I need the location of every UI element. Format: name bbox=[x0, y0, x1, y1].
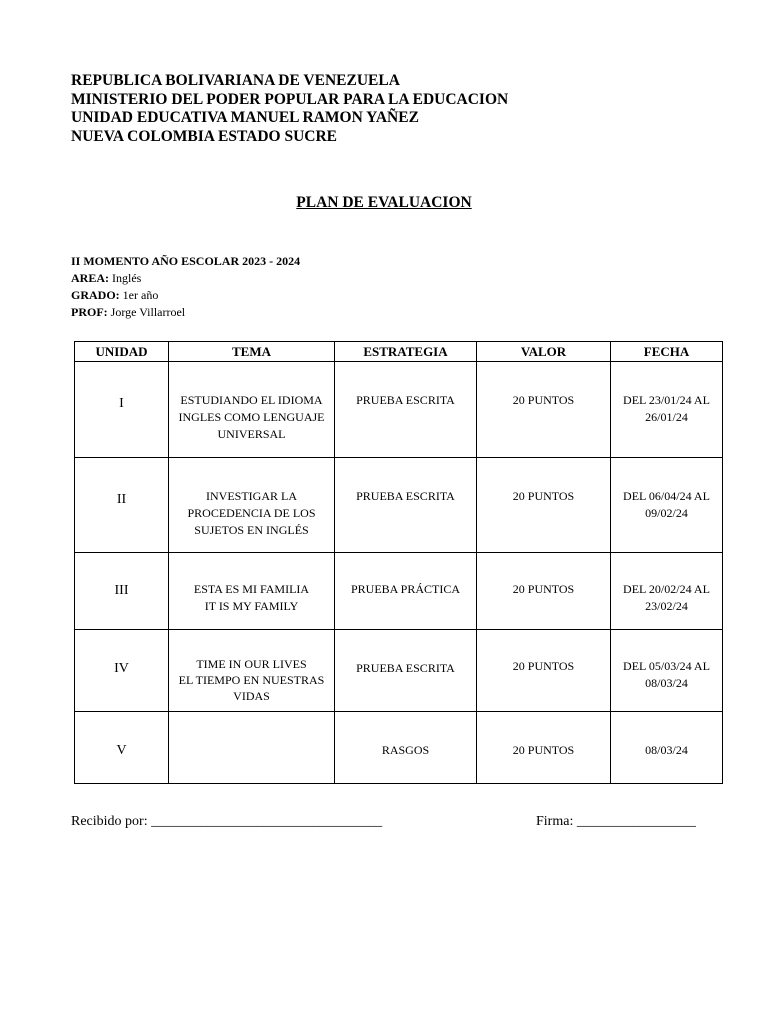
column-header-valor: VALOR bbox=[477, 342, 611, 362]
unidad-text: II bbox=[116, 492, 127, 507]
cell-fecha bbox=[611, 553, 723, 630]
info-grado bbox=[71, 287, 300, 304]
header-line-school: UNIDAD EDUCATIVA MANUEL RAMON YAÑEZ bbox=[71, 109, 419, 126]
recibido-por-line: Recibido por: _________________________________ bbox=[71, 814, 383, 829]
info-area bbox=[71, 270, 300, 287]
fecha-line: DEL 23/01/24 AL bbox=[623, 393, 710, 407]
cell-tema bbox=[169, 553, 335, 630]
evaluation-plan-table bbox=[74, 341, 723, 784]
unidad-text: I bbox=[119, 396, 124, 411]
tema-line: PROCEDENCIA DE LOS bbox=[187, 506, 316, 520]
valor-text: 20 PUNTOS bbox=[512, 393, 575, 407]
valor-text: 20 PUNTOS bbox=[512, 743, 575, 757]
cell-unidad bbox=[75, 630, 169, 712]
unidad-text: IV bbox=[114, 661, 129, 676]
unidad-text: III bbox=[114, 583, 129, 598]
tema-line: VIDAS bbox=[233, 689, 270, 703]
estrategia-text: RASGOS bbox=[381, 743, 430, 757]
cell-unidad bbox=[75, 458, 169, 553]
cell-fecha bbox=[611, 630, 723, 712]
cell-tema-empty bbox=[169, 712, 335, 784]
grado-value: 1er año bbox=[122, 288, 159, 302]
fecha-line: 23/02/24 bbox=[645, 599, 688, 613]
table-row bbox=[75, 712, 723, 784]
cell-unidad bbox=[75, 362, 169, 458]
info-block bbox=[71, 253, 300, 321]
cell-estrategia bbox=[335, 712, 477, 784]
cell-fecha bbox=[611, 712, 723, 784]
cell-estrategia bbox=[335, 630, 477, 712]
column-header-tema: TEMA bbox=[169, 342, 335, 362]
cell-unidad bbox=[75, 712, 169, 784]
cell-valor bbox=[477, 553, 611, 630]
grado-label: GRADO: bbox=[71, 288, 120, 302]
unidad-text: V bbox=[116, 743, 127, 758]
valor-text: 20 PUNTOS bbox=[512, 489, 575, 503]
document-header bbox=[71, 72, 508, 146]
fecha-line: 08/03/24 bbox=[645, 743, 688, 757]
estrategia-text: PRUEBA PRÁCTICA bbox=[350, 582, 461, 596]
valor-text: 20 PUNTOS bbox=[512, 582, 575, 596]
cell-valor bbox=[477, 712, 611, 784]
table-row bbox=[75, 630, 723, 712]
tema-line: ESTA ES MI FAMILIA bbox=[193, 582, 310, 596]
table-row bbox=[75, 553, 723, 630]
cell-tema bbox=[169, 458, 335, 553]
table-header-row bbox=[75, 342, 723, 362]
info-period bbox=[71, 253, 300, 270]
tema-line: INGLES COMO LENGUAJE bbox=[178, 410, 325, 424]
area-value: Inglés bbox=[112, 271, 142, 285]
table-row bbox=[75, 458, 723, 553]
period-text: II MOMENTO AÑO ESCOLAR 2023 - 2024 bbox=[71, 254, 301, 268]
header-line-location: NUEVA COLOMBIA ESTADO SUCRE bbox=[71, 127, 337, 145]
estrategia-text: PRUEBA ESCRITA bbox=[356, 393, 455, 407]
info-prof bbox=[71, 304, 300, 321]
fecha-line: 08/03/24 bbox=[645, 676, 688, 690]
cell-estrategia bbox=[335, 458, 477, 553]
cell-valor bbox=[477, 458, 611, 553]
fecha-line: DEL 06/04/24 AL bbox=[623, 489, 710, 503]
cell-fecha bbox=[611, 458, 723, 553]
document-title bbox=[0, 194, 768, 212]
estrategia-text: PRUEBA ESCRITA bbox=[356, 489, 455, 503]
tema-line: IT IS MY FAMILY bbox=[204, 599, 299, 613]
tema-line: ESTUDIANDO EL IDIOMA bbox=[180, 393, 323, 407]
fecha-line: 26/01/24 bbox=[645, 410, 688, 424]
fecha-line: 09/02/24 bbox=[645, 506, 688, 520]
fecha-line: DEL 05/03/24 AL bbox=[623, 659, 710, 673]
valor-text: 20 PUNTOS bbox=[512, 659, 575, 673]
cell-unidad bbox=[75, 553, 169, 630]
header-line-republic: REPUBLICA BOLIVARIANA DE VENEZUELA bbox=[71, 72, 400, 89]
tema-line: INVESTIGAR LA bbox=[206, 489, 297, 503]
cell-tema bbox=[169, 630, 335, 712]
area-label: AREA: bbox=[71, 271, 109, 285]
tema-line: SUJETOS EN INGLÉS bbox=[194, 523, 309, 537]
cell-tema bbox=[169, 362, 335, 458]
cell-estrategia bbox=[335, 553, 477, 630]
tema-line: UNIVERSAL bbox=[217, 427, 286, 441]
table-row bbox=[75, 362, 723, 458]
cell-valor bbox=[477, 630, 611, 712]
tema-line: EL TIEMPO EN NUESTRAS bbox=[178, 673, 325, 687]
prof-value: Jorge Villarroel bbox=[110, 305, 186, 319]
fecha-line: DEL 20/02/24 AL bbox=[623, 582, 710, 596]
column-header-fecha: FECHA bbox=[611, 342, 723, 362]
cell-valor bbox=[477, 362, 611, 458]
cell-fecha bbox=[611, 362, 723, 458]
firma-line: Firma: _________________ bbox=[536, 814, 696, 829]
document-title-text: PLAN DE EVALUACION bbox=[296, 194, 472, 211]
estrategia-text: PRUEBA ESCRITA bbox=[356, 661, 455, 675]
column-header-estrategia: ESTRATEGIA bbox=[335, 342, 477, 362]
tema-line: TIME IN OUR LIVES bbox=[196, 657, 307, 671]
prof-label: PROF: bbox=[71, 305, 108, 319]
header-line-ministry: MINISTERIO DEL PODER POPULAR PARA LA EDUCACION bbox=[71, 90, 509, 108]
cell-estrategia bbox=[335, 362, 477, 458]
column-header-unidad: UNIDAD bbox=[75, 342, 169, 362]
